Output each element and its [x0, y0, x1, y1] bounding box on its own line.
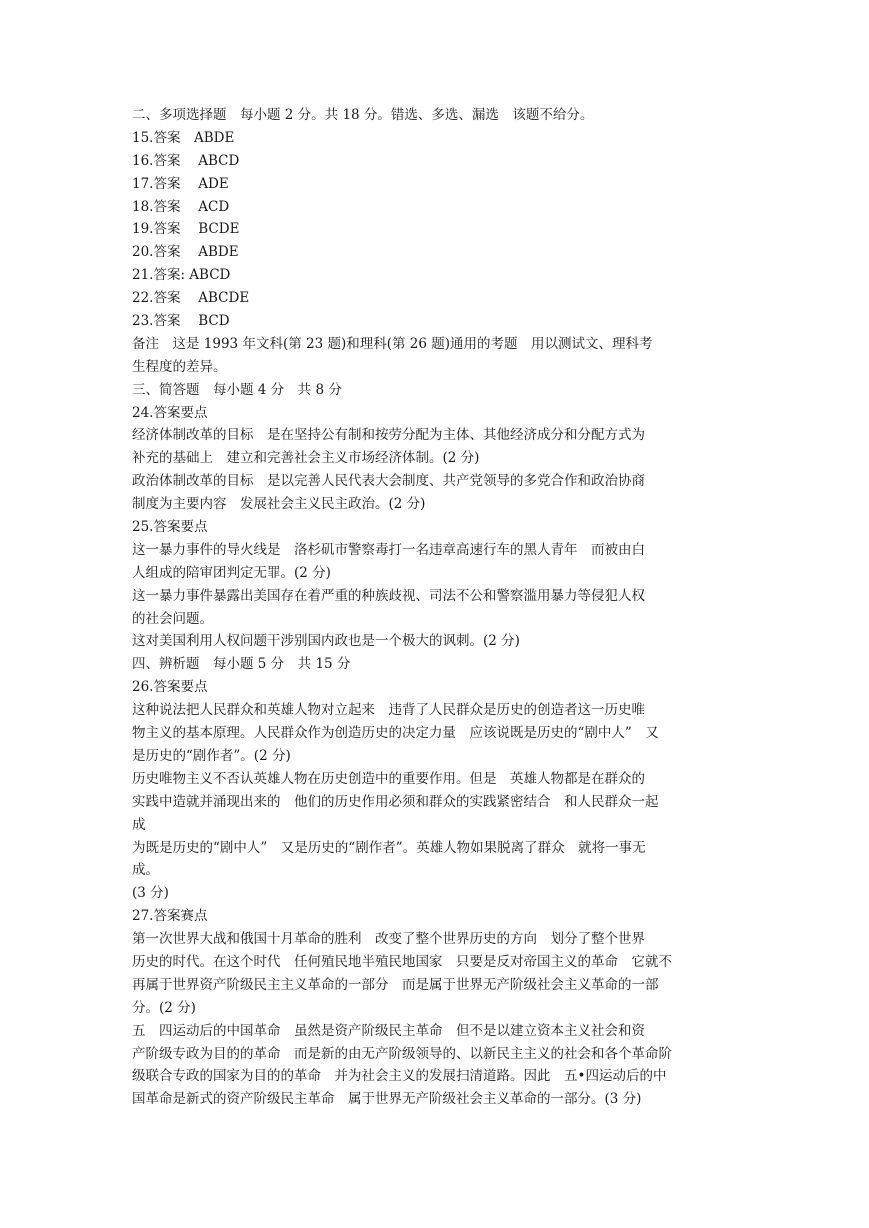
text-line: 这种说法把人民群众和英雄人物对立起来 违背了人民群众是历史的创造者这一历史唯	[132, 702, 645, 719]
text-line: 实践中造就并涌现出来的 他们的历史作用必须和群众的实践紧密结合 和人民群众一起	[132, 793, 659, 810]
text-line: 国革命是新式的资产阶级民主革命 属于世界无产阶级社会主义革命的一部分。(3 分)	[132, 1091, 642, 1108]
text-line: 17.答案 ADE	[132, 175, 229, 192]
text-line: 21.答案: ABCD	[132, 267, 231, 284]
text-line: 产阶级专政为目的的革命 而是新的由无产阶级领导的、以新民主主义的社会和各个革命阶	[132, 1045, 672, 1062]
text-line: 二、多项选择题 每小题 2 分。共 18 分。错选、多选、漏选 该题不给分。	[132, 107, 594, 123]
text-line: 24.答案要点	[132, 404, 208, 421]
text-line: 这一暴力事件暴露出美国存在着严重的种族歧视、司法不公和警察滥用暴力等侵犯人权	[132, 587, 645, 604]
text-line: 22.答案 ABCDE	[132, 290, 250, 307]
text-line: 经济体制改革的目标 是在坚持公有制和按劳分配为主体、其他经济成分和分配方式为	[132, 427, 645, 444]
text-line: 15.答案 ABDE	[132, 129, 235, 146]
text-line: 这一暴力事件的导火线是 洛杉矶市警察毒打一名违章高速行车的黑人青年 而被由白	[132, 541, 645, 558]
text-line: 生程度的差异。	[132, 358, 227, 375]
text-line: 23.答案 BCD	[132, 313, 230, 330]
text-line: 人组成的陪审团判定无罪。(2 分)	[132, 564, 331, 581]
text-line: 历史唯物主义不否认英雄人物在历史创造中的重要作用。但是 英雄人物都是在群众的	[132, 770, 645, 787]
text-line: 成	[132, 816, 146, 833]
text-line: 五 四运动后的中国革命 虽然是资产阶级民主革命 但不是以建立资本主义社会和资	[132, 1022, 645, 1039]
text-line: 25.答案要点	[132, 519, 208, 536]
text-line: 18.答案 ACD	[132, 198, 230, 215]
text-line: 27.答案赛点	[132, 908, 208, 925]
text-line: 20.答案 ABDE	[132, 244, 239, 261]
text-line: (3 分)	[132, 885, 169, 902]
text-line: 第一次世界大战和俄国十月革命的胜利 改变了整个世界历史的方向 划分了整个世界	[132, 931, 645, 948]
text-line: 备注 这是 1993 年文科(第 23 题)和理科(第 26 题)通用的考题 用以测试文、理科考	[132, 335, 653, 352]
text-line: 级联合专政的国家为目的的革命 并为社会主义的发展扫清道路。因此 五•四运动后的中	[132, 1068, 667, 1085]
text-line: 19.答案 BCDE	[132, 221, 240, 238]
text-line: 再属于世界资产阶级民主主义革命的一部分 而是属于世界无产阶级社会主义革命的一部	[132, 976, 659, 993]
text-line: 是历史的“剧作者”。(2 分)	[132, 747, 291, 764]
text-line: 26.答案要点	[132, 679, 208, 696]
text-line: 补充的基础上 建立和完善社会主义市场经济体制。(2 分)	[132, 450, 480, 467]
text-line: 为既是历史的“剧中人” 又是历史的“剧作者”。英雄人物如果脱离了群众 就将一事无	[132, 839, 646, 856]
text-line: 成。	[132, 862, 159, 879]
text-line: 16.答案 ABCD	[132, 152, 240, 169]
text-line: 的社会问题。	[132, 610, 213, 627]
text-line: 物主义的基本原理。人民群众作为创造历史的决定力量 应该说既是历史的“剧中人” 又	[132, 725, 659, 742]
text-line: 四、辨析题 每小题 5 分 共 15 分	[132, 656, 351, 673]
text-line: 政治体制改革的目标 是以完善人民代表大会制度、共产党领导的多党合作和政治协商	[132, 473, 645, 490]
text-line: 制度为主要内容 发展社会主义民主政治。(2 分)	[132, 496, 426, 513]
text-line: 分。(2 分)	[132, 999, 196, 1016]
text-line: 三、简答题 每小题 4 分 共 8 分	[132, 381, 342, 398]
text-line: 这对美国利用人权问题干涉别国内政也是一个极大的讽刺。(2 分)	[132, 633, 520, 650]
answer-text-body	[132, 104, 742, 1111]
text-line: 历史的时代。在这个时代 任何殖民地半殖民地国家 只要是反对帝国主义的革命 它就不	[132, 953, 672, 970]
